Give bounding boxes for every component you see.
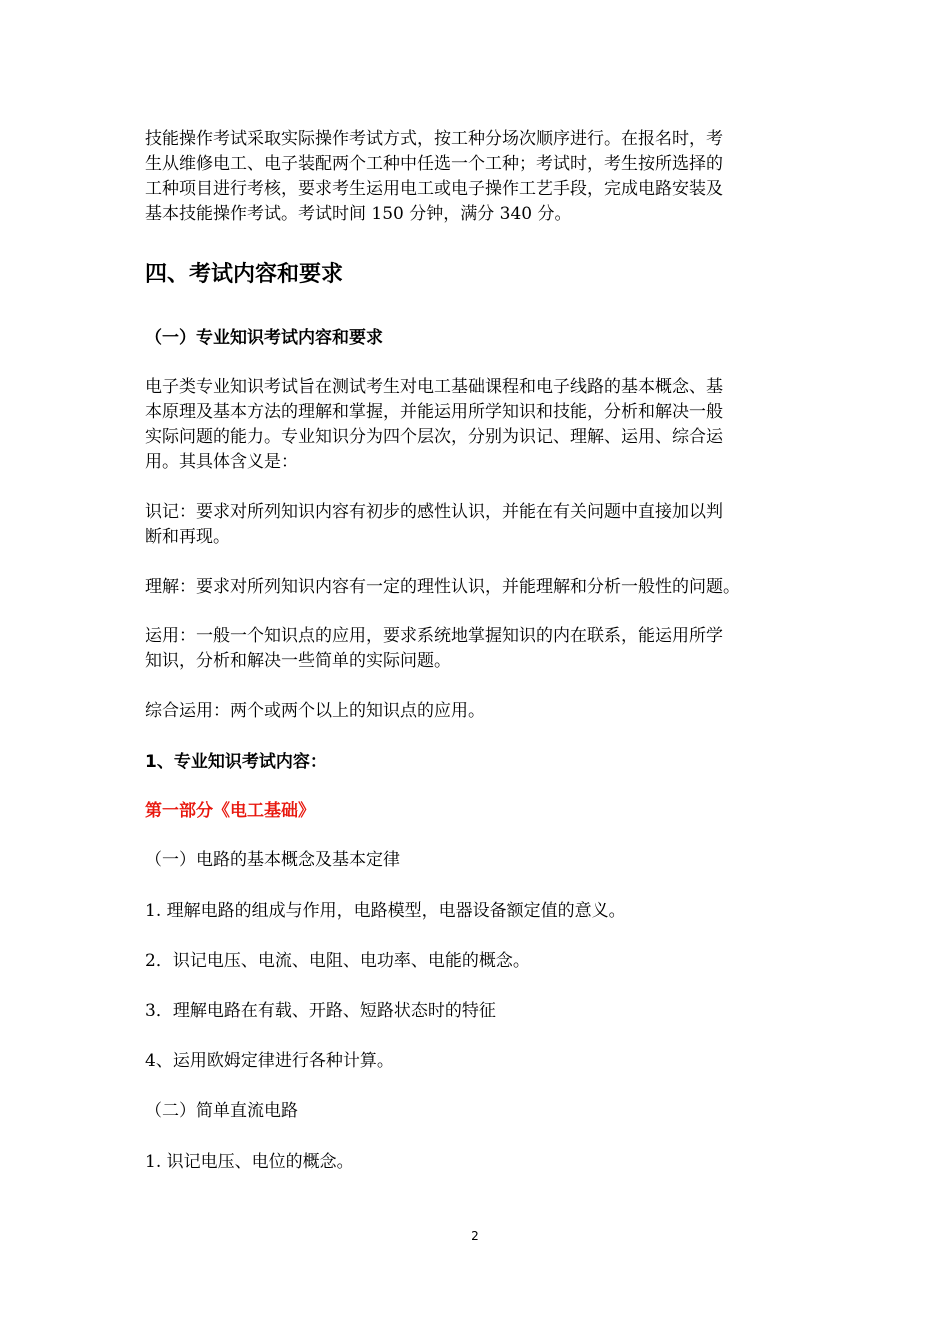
chapter-title: （一）电路的基本概念及基本定律 — [145, 850, 400, 870]
text-line: 生从维修电工、电子装配两个工种中任选一个工种；考试时，考生按所选择的 — [145, 154, 723, 174]
text-line: 断和再现。 — [145, 527, 230, 547]
subsection-heading: （一）专业知识考试内容和要求 — [145, 328, 383, 348]
description-paragraph — [145, 375, 810, 475]
content-heading: 1、专业知识考试内容： — [145, 752, 327, 772]
chapter-two-title — [145, 1099, 810, 1124]
page-number: 2 — [471, 1229, 479, 1243]
level-memorize — [145, 500, 810, 550]
level-apply — [145, 624, 810, 674]
text-line: 基本技能操作考试。考试时间 150 分钟，满分 340 分。 — [145, 204, 572, 224]
list-item-text: 1. 识记电压、电位的概念。 — [145, 1152, 354, 1172]
text-line: 用。其具体含义是： — [145, 452, 298, 472]
text-line: 工种项目进行考核，要求考生运用电工或电子操作工艺手段，完成电路安装及 — [145, 179, 723, 199]
text-line: 技能操作考试采取实际操作考试方式，按工种分场次顺序进行。在报名时，考 — [145, 129, 723, 149]
text-line: 运用：一般一个知识点的应用，要求系统地掌握知识的内在联系，能运用所学 — [145, 626, 723, 646]
text-line: 知识，分析和解决一些简单的实际问题。 — [145, 651, 451, 671]
text-line: 综合运用：两个或两个以上的知识点的应用。 — [145, 701, 485, 721]
text-line: 理解：要求对所列知识内容有一定的理性认识，并能理解和分析一般性的问题。 — [145, 577, 740, 597]
level-comprehensive — [145, 699, 810, 724]
part-one-title: 第一部分《电工基础》 — [145, 801, 315, 821]
section-heading: 四、考试内容和要求 — [145, 262, 344, 287]
text-line: 本原理及基本方法的理解和掌握，并能运用所学知识和技能，分析和解决一般 — [145, 402, 723, 422]
text-line: 实际问题的能力。专业知识分为四个层次，分别为识记、理解、运用、综合运 — [145, 427, 723, 447]
list-item — [145, 999, 810, 1024]
list-item-text: 4、运用欧姆定律进行各种计算。 — [145, 1051, 394, 1071]
list-item — [145, 949, 810, 974]
chapter-one-title — [145, 848, 810, 873]
list-item — [145, 899, 810, 924]
list-item — [145, 1150, 810, 1175]
text-line: 识记：要求对所列知识内容有初步的感性认识，并能在有关问题中直接加以判 — [145, 502, 723, 522]
list-item-text: 2．识记电压、电流、电阻、电功率、电能的概念。 — [145, 951, 530, 971]
chapter-title: （二）简单直流电路 — [145, 1101, 298, 1121]
list-item-text: 1. 理解电路的组成与作用，电路模型，电器设备额定值的意义。 — [145, 901, 626, 921]
text-line: 电子类专业知识考试旨在测试考生对电工基础课程和电子线路的基本概念、基 — [145, 377, 723, 397]
list-item — [145, 1049, 810, 1074]
list-item-text: 3．理解电路在有载、开路、短路状态时的特征 — [145, 1001, 496, 1021]
level-understand — [145, 575, 810, 600]
intro-paragraph — [145, 127, 810, 227]
